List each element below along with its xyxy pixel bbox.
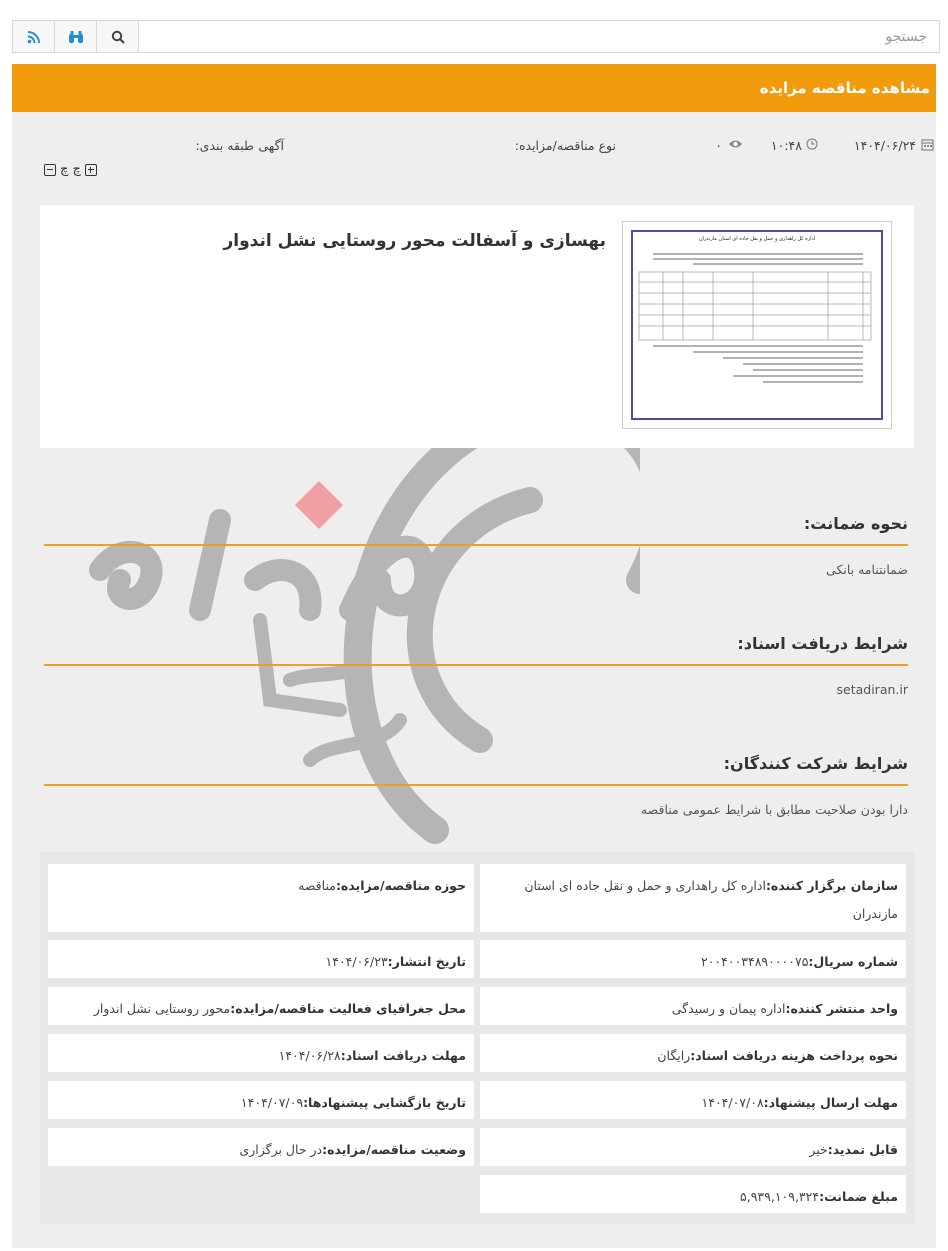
extendable-label: قابل تمدید: <box>827 1142 898 1157</box>
page-title: مشاهده مناقصه مزایده <box>759 79 930 97</box>
location-cell <box>48 987 474 1025</box>
publisher-value: اداره پیمان و رسیدگی <box>671 1001 786 1016</box>
category-value: آگهی <box>258 138 284 153</box>
eye-icon <box>728 138 743 153</box>
section-divider <box>44 664 908 666</box>
tender-type-label: نوع مناقصه/مزایده: <box>514 138 616 153</box>
participants-section <box>44 754 908 817</box>
serial-value: ۲۰۰۴۰۰۳۴۸۹۰۰۰۰۷۵ <box>700 954 809 969</box>
extendable-cell <box>480 1128 906 1166</box>
organizer-value: اداره کل راهداری و حمل و نقل جاده ای استان مازندران <box>524 878 898 921</box>
opening-date-value: ۱۴۰۴/۰۷/۰۹ <box>240 1095 304 1110</box>
opening-date-label: تاریخ بازگشایی پیشنهادها: <box>303 1095 466 1110</box>
extendable-value: خیر <box>809 1142 828 1157</box>
publish-date-label: تاریخ انتشار: <box>387 954 466 969</box>
tender-title: بهسازی و آسفالت محور روستایی نشل اندوار <box>223 231 606 251</box>
text-size-tools <box>44 162 97 177</box>
meta-row <box>12 138 936 158</box>
tender-document-thumbnail[interactable] <box>622 221 892 429</box>
participants-title: شرایط شرکت کنندگان: <box>723 754 908 773</box>
documents-section <box>44 634 908 697</box>
binoculars-icon <box>68 30 84 44</box>
guarantee-title: نحوه ضمانت: <box>803 514 908 533</box>
publisher-cell <box>480 987 906 1025</box>
participants-body: دارا بودن صلاحیت مطابق با شرایط عمومی مناقصه <box>640 802 908 817</box>
category-label: طبقه بندی: <box>195 138 254 153</box>
page-header <box>12 64 936 112</box>
serial-label: شماره سریال: <box>808 954 898 969</box>
guarantee-section <box>44 514 908 577</box>
status-label: وضعیت مناقصه/مزایده: <box>322 1142 466 1157</box>
location-value: محور روستایی نشل اندوار <box>93 1001 231 1016</box>
doc-deadline-cell <box>48 1034 474 1072</box>
bid-deadline-cell <box>480 1081 906 1119</box>
search-icon <box>111 30 125 44</box>
search-button[interactable] <box>97 21 139 52</box>
fee-cell <box>480 1034 906 1072</box>
guarantee-body: ضمانتنامه بانکی <box>826 562 908 577</box>
organizer-cell <box>480 864 906 932</box>
calendar-icon <box>921 138 934 154</box>
section-divider <box>44 544 908 546</box>
publish-date-cell <box>48 940 474 978</box>
serial-cell <box>480 940 906 978</box>
search-input[interactable] <box>139 21 939 52</box>
publish-date: ۱۴۰۴/۰۶/۲۴ <box>853 138 916 153</box>
doc-deadline-label: مهلت دریافت اسناد: <box>340 1048 466 1063</box>
scope-cell <box>48 864 474 932</box>
bid-deadline-value: ۱۴۰۴/۰۷/۰۸ <box>701 1095 764 1110</box>
doc-deadline-value: ۱۴۰۴/۰۶/۲۸ <box>278 1048 341 1063</box>
rss-icon <box>27 30 41 44</box>
status-cell <box>48 1128 474 1166</box>
status-value: در حال برگزاری <box>239 1142 323 1157</box>
scope-value: مناقصه <box>298 878 336 893</box>
publisher-label: واحد منتشر کننده: <box>785 1001 898 1016</box>
thumbnail-table <box>633 242 877 402</box>
tender-summary-card <box>40 205 914 448</box>
opening-date-cell <box>48 1081 474 1119</box>
clock-icon <box>806 138 818 153</box>
thumbnail-heading: اداره کل راهداری و حمل و نقل جاده ای استان مازندران <box>698 236 816 242</box>
rss-button[interactable] <box>13 21 55 52</box>
organizer-label: سازمان برگزار کننده: <box>765 878 898 893</box>
location-label: محل جغرافیای فعالیت مناقصه/مزایده: <box>230 1001 466 1016</box>
view-count: ۰ <box>715 138 722 153</box>
guarantee-amount-cell <box>480 1175 906 1213</box>
publish-time: ۱۰:۴۸ <box>770 138 802 153</box>
documents-body: setadiran.ir <box>836 682 908 697</box>
reset-zoom-button[interactable]: چ چ <box>60 162 81 177</box>
section-divider <box>44 784 908 786</box>
documents-title: شرایط دریافت اسناد: <box>737 634 908 653</box>
zoom-out-icon[interactable] <box>44 164 56 176</box>
publish-date-value: ۱۴۰۴/۰۶/۲۳ <box>325 954 388 969</box>
fee-label: نحوه پرداخت هزینه دریافت اسناد: <box>690 1048 898 1063</box>
bid-deadline-label: مهلت ارسال پیشنهاد: <box>763 1095 898 1110</box>
guarantee-amount-value: ۵,۹۳۹,۱۰۹,۳۲۴ <box>740 1189 820 1204</box>
search-bar <box>12 20 940 53</box>
advanced-search-button[interactable] <box>55 21 97 52</box>
fee-value: رایگان <box>657 1048 691 1063</box>
zoom-in-icon[interactable] <box>85 164 97 176</box>
guarantee-amount-label: مبلغ ضمانت: <box>819 1189 898 1204</box>
scope-label: حوزه مناقصه/مزایده: <box>335 878 466 893</box>
